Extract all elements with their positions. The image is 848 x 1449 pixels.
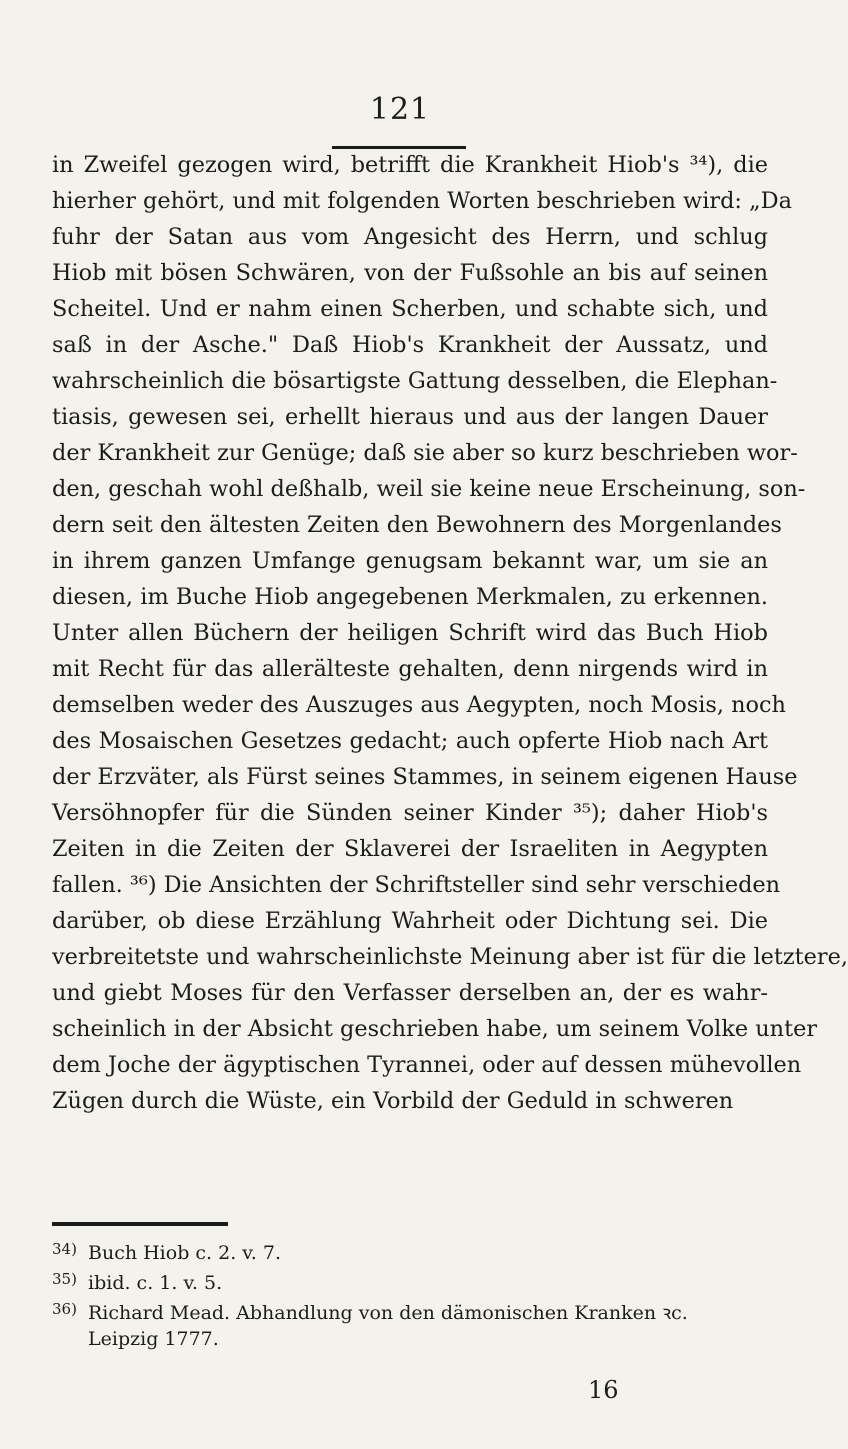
text-line: fuhr der Satan aus vom Angesicht des Herrn, und schlug [52,224,768,250]
footnote-continuation: Leipzig 1777. [88,1328,219,1350]
footnote-number: 36) [52,1300,77,1318]
footnote-rule [52,1222,228,1226]
text-line: mit Recht für das allerälteste gehalten, denn nirgends wird in [52,656,768,682]
text-line: tiasis, gewesen sei, erhellt hieraus und aus der langen Dauer [52,404,768,430]
text-line: demselben weder des Auszuges aus Aegypten, noch Mosis, noch [52,692,786,718]
text-line: fallen. ³⁶) Die Ansichten der Schriftsteller sind sehr verschieden [52,872,781,898]
text-line: diesen, im Buche Hiob angegebenen Merkmalen, zu erkennen. [52,584,768,610]
signature-mark: 16 [588,1376,619,1404]
text-line: des Mosaischen Gesetzes gedacht; auch opferte Hiob nach Art [52,728,768,754]
footnote-text: Buch Hiob c. 2. v. 7. [88,1242,281,1264]
footnote-text: Richard Mead. Abhandlung von den dämonischen Kranken ꝛc. [88,1302,688,1324]
footnote-number: 35) [52,1270,77,1288]
text-line: wahrscheinlich die bösartigste Gattung desselben, die Elephan- [52,368,778,394]
text-line: in Zweifel gezogen wird, betrifft die Krankheit Hiob's ³⁴), die [52,152,768,178]
main-text [52,147,848,1119]
footnote-text: ibid. c. 1. v. 5. [88,1272,223,1294]
text-line: Hiob mit bösen Schwären, von der Fußsohle an bis auf seinen [52,260,768,286]
text-line: Versöhnopfer für die Sünden seiner Kinder ³⁵); daher Hiob's [52,800,768,826]
text-line: Scheitel. Und er nahm einen Scherben, und schabte sich, und [52,296,768,322]
text-line: in ihrem ganzen Umfange genugsam bekannt war, um sie an [52,548,768,574]
text-line: saß in der Asche." Daß Hiob's Krankheit der Aussatz, und [52,332,768,358]
text-line: und giebt Moses für den Verfasser derselben an, der es wahr- [52,980,768,1006]
footnote [52,1264,768,1294]
footnotes [52,1234,768,1354]
text-line: darüber, ob diese Erzählung Wahrheit oder Dichtung sei. Die [52,908,768,934]
text-line: Unter allen Büchern der heiligen Schrift wird das Buch Hiob [52,620,768,646]
text-line: verbreitetste und wahrscheinlichste Meinung aber ist für die letztere, [52,944,848,970]
footnote-number: 34) [52,1240,77,1258]
text-line: den, geschah wohl deßhalb, weil sie keine neue Erscheinung, son- [52,476,806,502]
text-line: dern seit den ältesten Zeiten den Bewohnern des Morgenlandes [52,512,782,538]
text-line: der Erzväter, als Fürst seines Stammes, in seinem eigenen Hause [52,764,798,790]
footnote [52,1234,768,1264]
text-line: Zügen durch die Wüste, ein Vorbild der Geduld in schweren [52,1088,734,1114]
text-line: der Krankheit zur Genüge; daß sie aber so kurz beschrieben wor- [52,440,798,466]
page-number: 121 [369,92,431,127]
footnote [52,1294,768,1324]
text-line: hierher gehört, und mit folgenden Worten beschrieben wird: „Da [52,188,792,214]
text-line: scheinlich in der Absicht geschrieben habe, um seinem Volke unter [52,1016,818,1042]
text-line: Zeiten in die Zeiten der Sklaverei der Israeliten in Aegypten [52,836,768,862]
text-line: dem Joche der ägyptischen Tyrannei, oder auf dessen mühevollen [52,1052,802,1078]
